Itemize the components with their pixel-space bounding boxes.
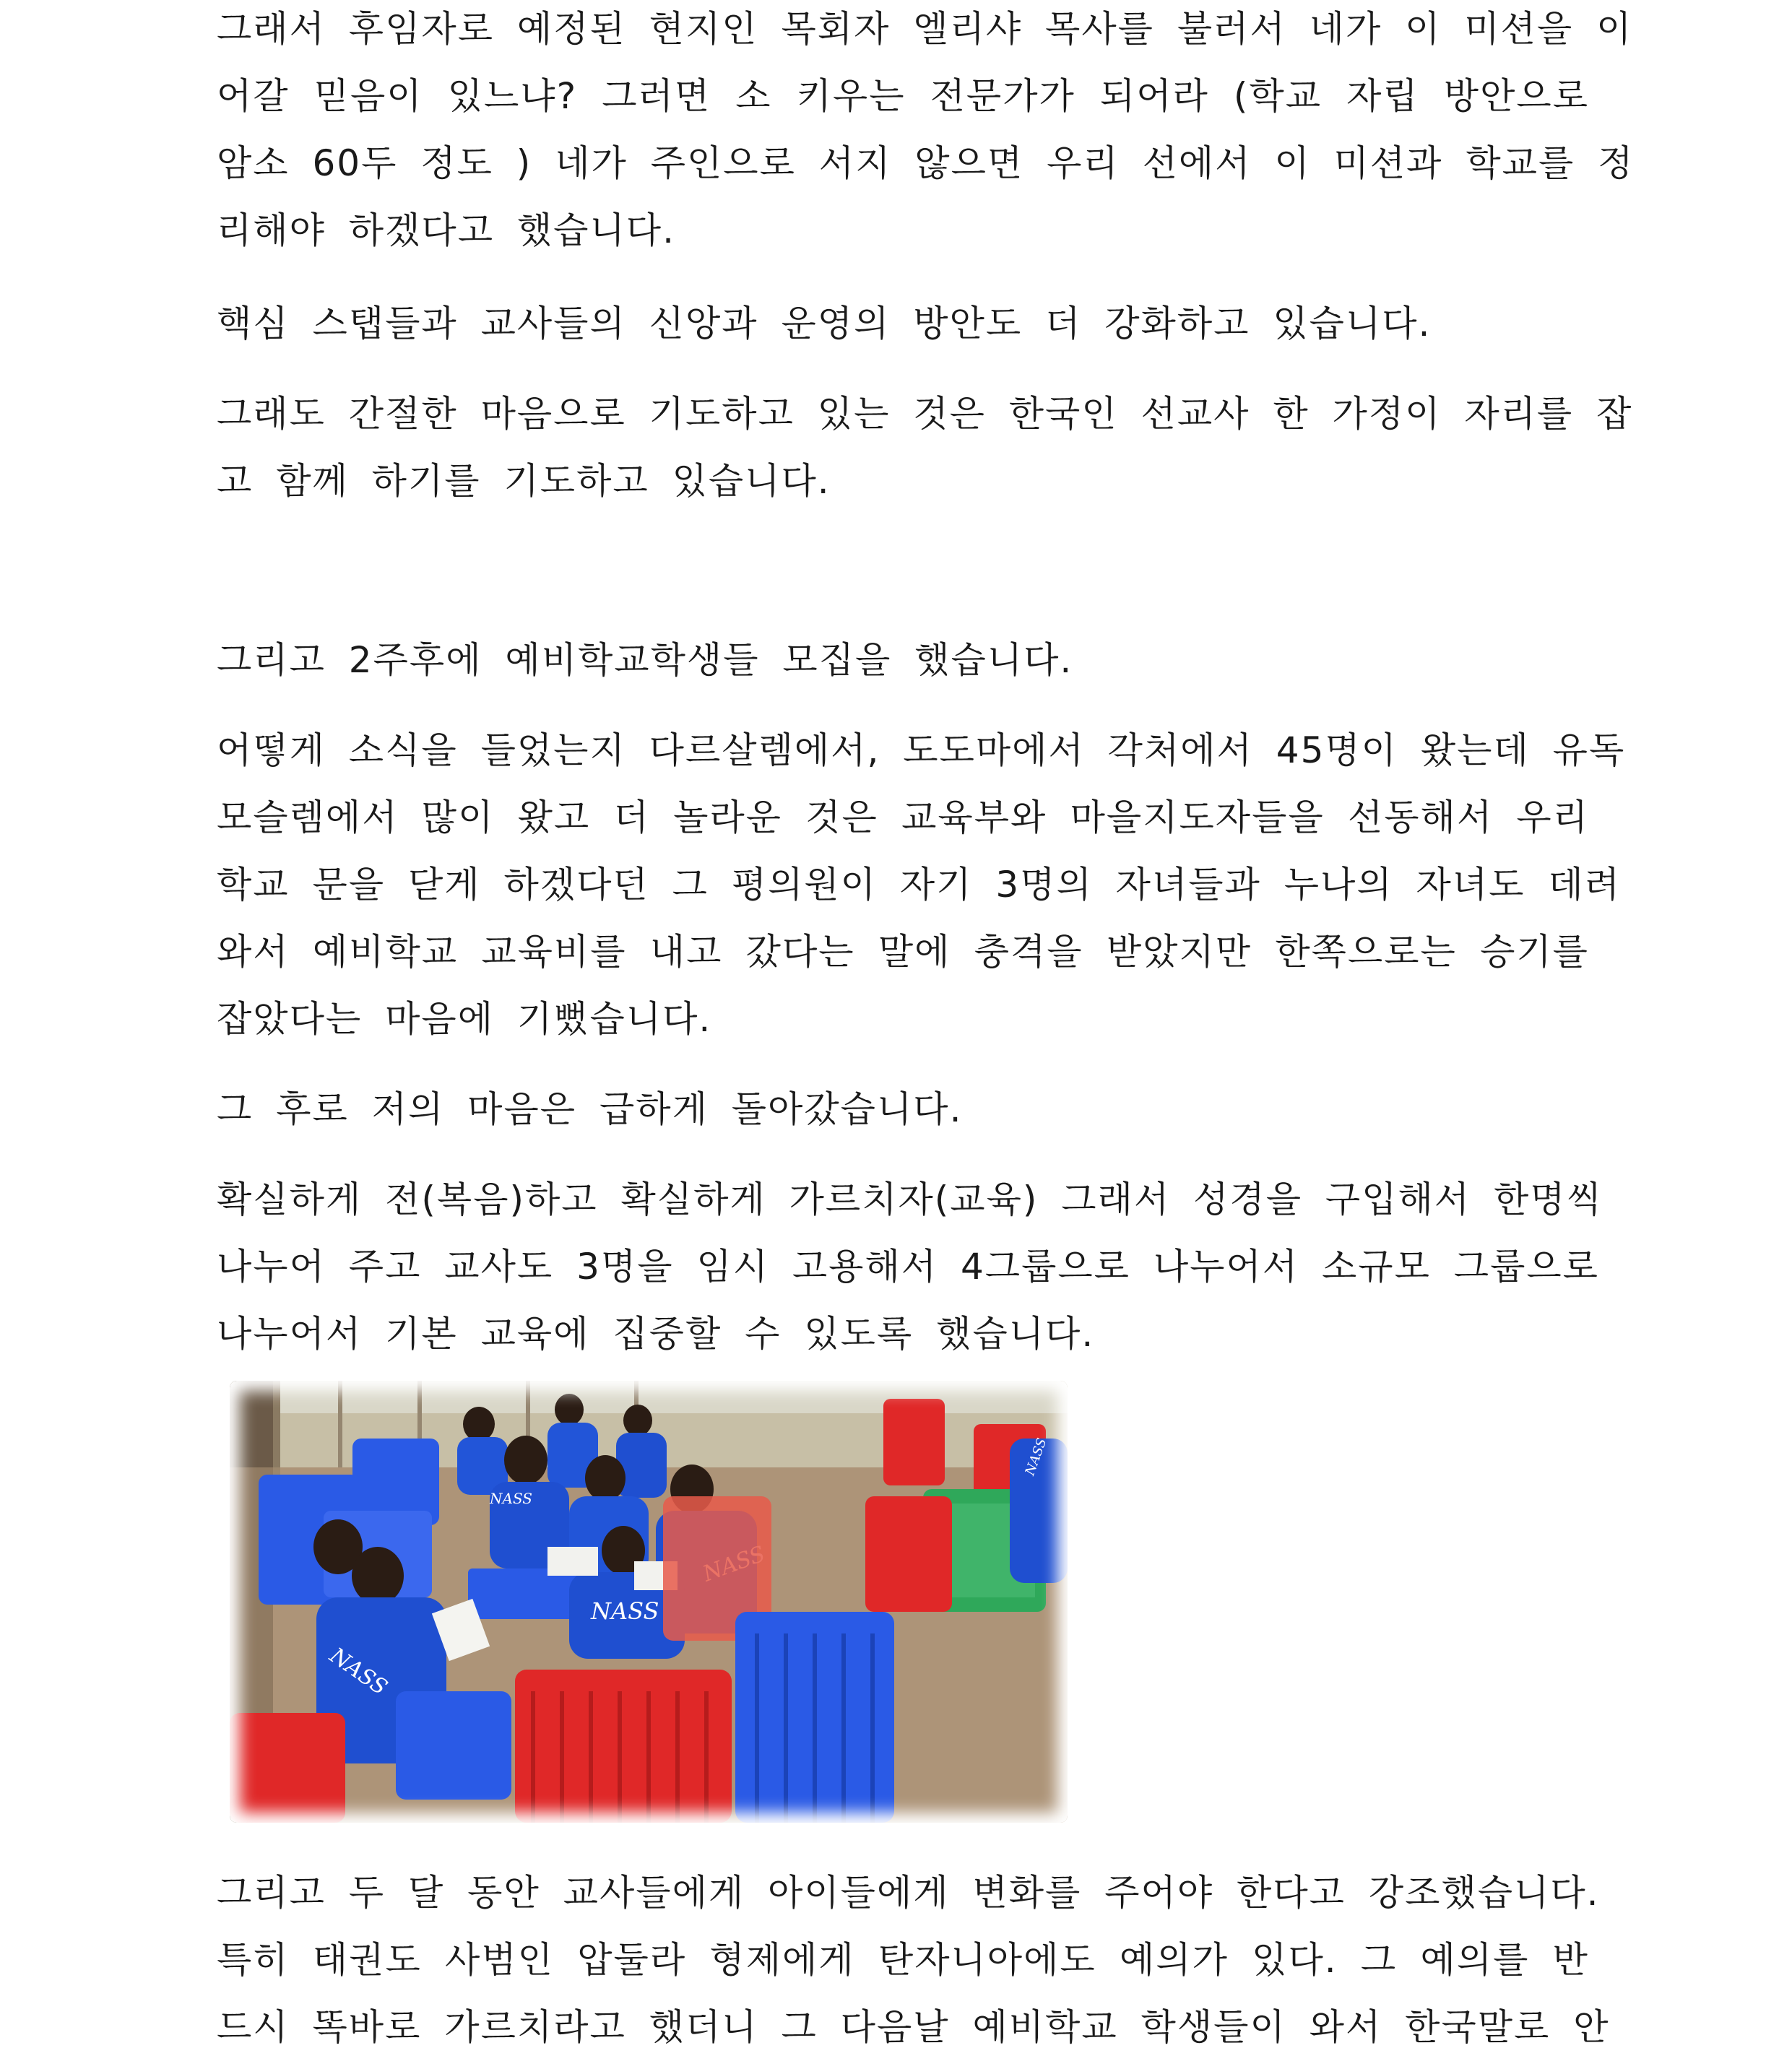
paragraph-successor	[217, 0, 1635, 264]
text-line: 잡았다는 마음에 기뻤습니다.	[217, 998, 712, 1040]
jersey-label: NASS	[324, 1643, 392, 1701]
text-line: 그래도 간절한 마음으로 기도하고 있는 것은 한국인 선교사 한 가정이 자리를 잡	[217, 393, 1633, 435]
text-line: 고 함께 하기를 기도하고 있습니다.	[217, 460, 831, 502]
text-line: 나누어서 기본 교육에 집중할 수 있도록 했습니다.	[217, 1313, 1095, 1355]
text-line: 암소 60두 정도 ) 네가 주인으로 서지 않으면 우리 선에서 이 미션과 학교를 정	[217, 142, 1635, 184]
jersey-label: NASS	[490, 1490, 532, 1507]
paragraph-recruitment	[217, 627, 1589, 694]
text-line: 그리고 두 달 동안 교사들에게 아이들에게 변화를 주어야 한다고 강조했습니다.	[217, 1872, 1600, 1914]
text-line: 어갈 믿음이 있느냐? 그러면 소 키우는 전문가가 되어라 (학교 자립 방안으로	[217, 75, 1589, 117]
paragraph-urgency	[217, 1076, 1589, 1143]
text-line: 그래서 후임자로 예정된 현지인 목회자 엘리샤 목사를 불러서 네가 이 미션을 이	[217, 8, 1633, 50]
text-line: 그리고 2주후에 예비학교학생들 모집을 했습니다.	[217, 639, 1073, 681]
paragraph-students-arrived	[217, 717, 1626, 1053]
photo-illustration	[230, 1381, 1068, 1823]
text-line: 핵심 스탭들과 교사들의 신앙과 운영의 방안도 더 강화하고 있습니다.	[217, 303, 1432, 344]
text-line: 학교 문을 닫게 하겠다던 그 평의원이 자기 3명의 자녀들과 누나의 자녀도 데려	[217, 864, 1621, 906]
text-line: 그 후로 저의 마음은 급하게 돌아갔습니다.	[217, 1088, 963, 1130]
students-studying-photo	[230, 1381, 1068, 1823]
text-line: 어떻게 소식을 들었는지 다르살렘에서, 도도마에서 각처에서 45명이 왔는데 유독	[217, 729, 1626, 771]
jersey-label: NASS	[591, 1597, 659, 1625]
text-line: 모슬렘에서 많이 왔고 더 놀라운 것은 교육부와 마을지도자들을 선동해서 우리	[217, 797, 1590, 838]
text-line: 와서 예비학교 교육비를 내고 갔다는 말에 충격을 받았지만 한쪽으로는 승기를	[217, 931, 1589, 973]
text-line: 확실하게 전(복음)하고 확실하게 가르치자(교육) 그래서 성경을 구입해서 한명씩	[217, 1179, 1603, 1220]
paragraph-prayer	[217, 381, 1633, 515]
paragraph-manners	[217, 1860, 1610, 2061]
paragraph-teaching-plan	[217, 1166, 1603, 1368]
text-line: 드시 똑바로 가르치라고 했더니 그 다음날 예비학교 학생들이 와서 한국말로 안	[217, 2006, 1610, 2048]
text-line: 특히 태권도 사범인 압둘라 형제에게 탄자니아에도 예의가 있다. 그 예의를 반	[217, 1939, 1589, 1981]
text-line: 나누어 주고 교사도 3명을 임시 고용해서 4그룹으로 나누어서 소규모 그룹으로	[217, 1246, 1599, 1288]
jersey-label: NASS	[1022, 1436, 1050, 1478]
paragraph-staff	[217, 290, 1589, 357]
text-line: 리해야 하겠다고 했습니다.	[217, 209, 675, 251]
